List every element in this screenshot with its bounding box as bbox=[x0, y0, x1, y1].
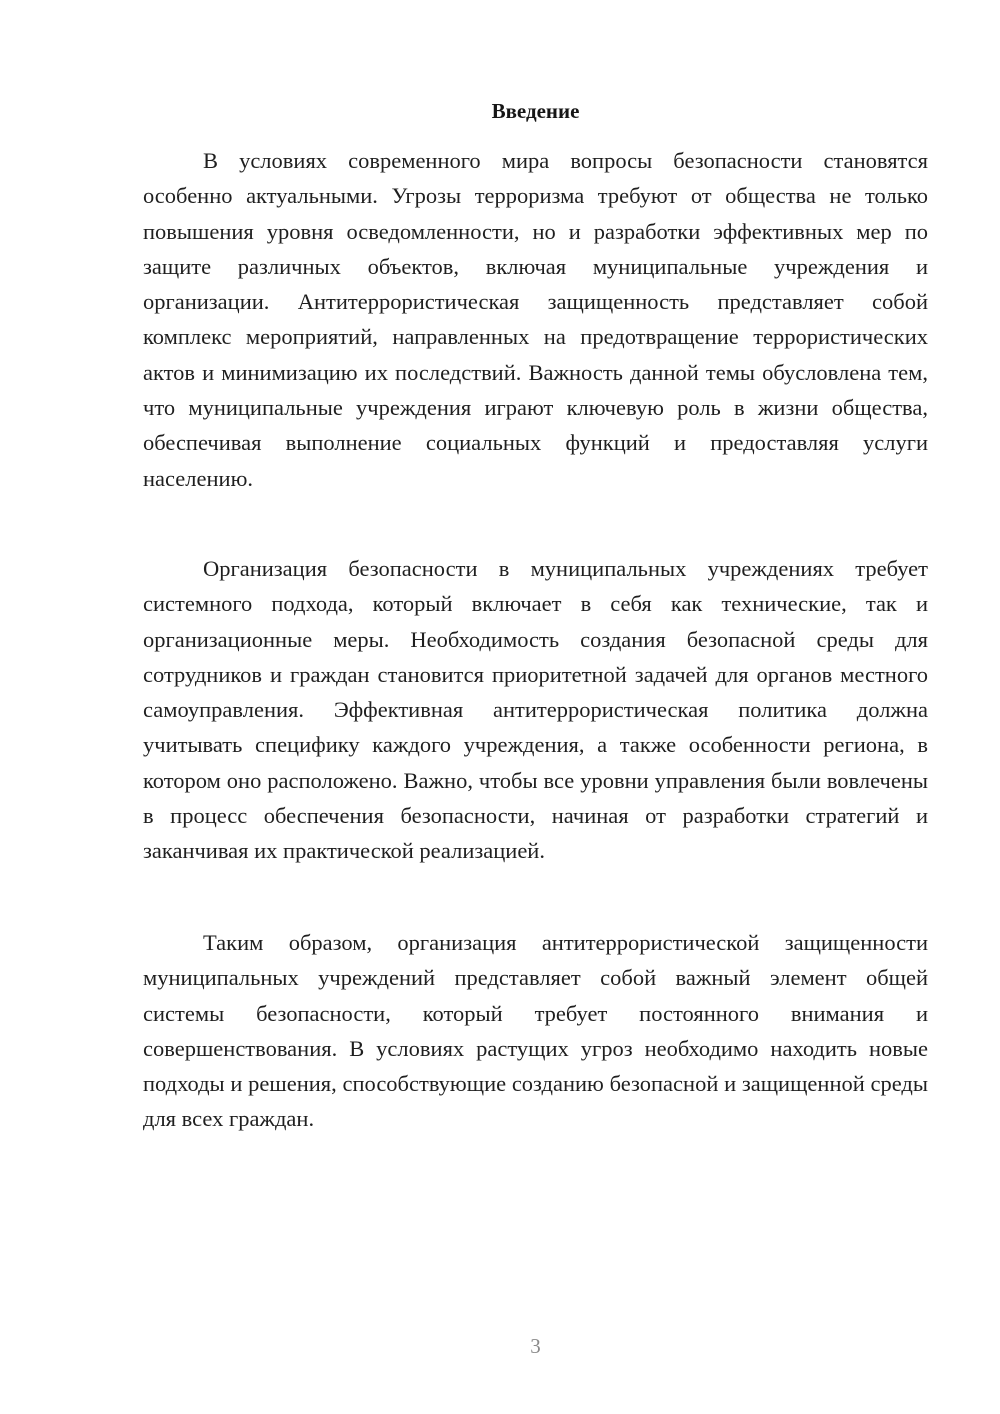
paragraph-1: В условиях современного мира вопросы безопасности становятся особенно актуальными. Угрозы терроризма требуют от общества не только повышения уровня осведомленности, но и разработки эффективных мер по защите различных объектов, включая муниципальные учреждения и организации. Антитеррористическая защищенность представляет собой комплекс мероприятий, направленных на предотвращение террористических актов и минимизацию их последствий. Важность данной темы обусловлена тем, что муниципальные учреждения играют ключевую роль в жизни общества, обеспечивая выполнение социальных функций и предоставляя услуги населению. bbox=[143, 148, 928, 491]
page-number: 3 bbox=[530, 1334, 541, 1358]
paragraph-2: Организация безопасности в муниципальных учреждениях требует системного подхода, который включает в себя как технические, так и организационные меры. Необходимость создания безопасной среды для сотрудников и граждан становится приоритетной задачей для органов местного самоуправления. Эффективная антитеррористическая политика должна учитывать специфику каждого учреждения, а также особенности региона, в котором оно расположено. Важно, чтобы все уровни управления были вовлечены в процесс обеспечения безопасности, начиная от разработки стратегий и заканчивая их практической реализацией. bbox=[143, 556, 928, 864]
paragraph-3: Таким образом, организация антитеррористической защищенности муниципальных учреждений представляет собой важный элемент общей системы безопасности, который требует постоянного внимания и совершенствования. В условиях растущих угроз необходимо находить новые подходы и решения, способствующие созданию безопасной и защищенной среды для всех граждан. bbox=[143, 930, 928, 1132]
section-title: Введение bbox=[491, 99, 580, 123]
